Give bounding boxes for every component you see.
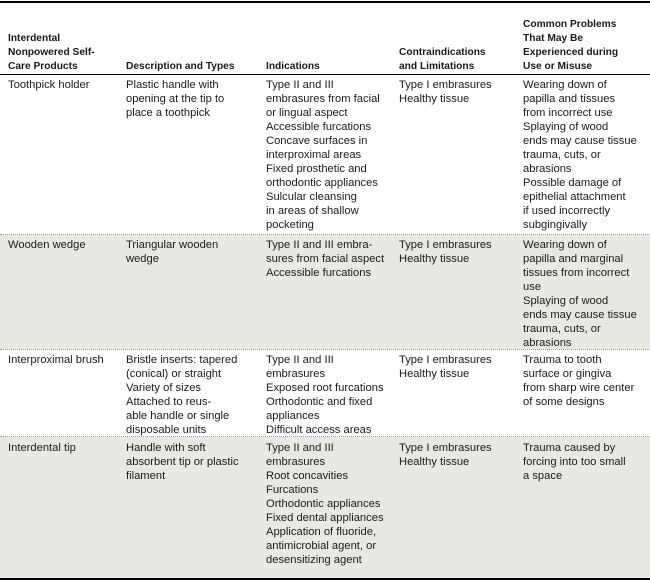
cell-contraindications: Type I embrasures Healthy tissue [399,79,492,105]
table-row [0,437,650,578]
cell-contraindications: Type I embrasures Healthy tissue [399,354,492,380]
cell-contraindications: Type I embrasures Healthy tissue [399,442,492,468]
top-rule [0,1,650,3]
cell-problems: Trauma caused by forcing into too small a space [523,442,626,482]
header-indications: Indications [266,61,320,72]
header-description: Description and Types [126,61,235,72]
header-product: Interdental Nonpowered Self- Care Products [8,33,95,72]
cell-description: Bristle inserts: tapered (conical) or straight Variety of sizes Attached to reus- able handle or single disposable units [126,354,238,436]
cell-problems: Wearing down of papilla and marginal tissues from incorrect use Splaying of wood ends may cause tissue trauma, cuts, or abrasions [523,239,637,349]
cell-indications: Type II and III embrasures Exposed root furcations Orthodontic and fixed appliances Difficult access areas [266,354,384,436]
cell-product: Wooden wedge [8,239,86,251]
bottom-rule [0,578,650,580]
table-row [0,350,650,436]
table-row [0,78,650,234]
cell-product: Interdental tip [8,442,76,454]
cell-description: Plastic handle with opening at the tip to place a toothpick [126,79,225,119]
table-row [0,235,650,349]
header-contraindications: Contraindications and Limitations [399,47,486,72]
cell-description: Triangular wooden wedge [126,239,219,265]
cell-indications: Type II and III embrasures Root concavities Furcations Orthodontic appliances Fixed dental appliances Application of fluoride, antimicrobial agent, or desensitizing agent [266,442,384,566]
cell-indications: Type II and III embra- sures from facial aspect Accessible furcations [266,239,385,279]
header-rule [0,74,650,75]
header-problems: Common Problems That May Be Experienced during Use or Misuse [523,19,619,72]
cell-product: Interproximal brush [8,354,104,366]
cell-problems: Trauma to tooth surface or gingiva from sharp wire center of some designs [523,354,635,408]
cell-description: Handle with soft absorbent tip or plastic filament [126,442,239,482]
cell-contraindications: Type I embrasures Healthy tissue [399,239,492,265]
cell-indications: Type II and III embrasures from facial or lingual aspect Accessible furcations Concave surfaces in interproximal areas Fixed prosthetic and orthodontic appliances Sulcular cleansing in areas of shallow pocketing [266,79,380,231]
cell-problems: Wearing down of papilla and tissues from incorrect use Splaying of wood ends may cause tissue trauma, cuts, or abrasions Possible damage of epithelial attachment if used incorrectly subgingivally [523,79,637,231]
cell-product: Toothpick holder [8,79,90,91]
